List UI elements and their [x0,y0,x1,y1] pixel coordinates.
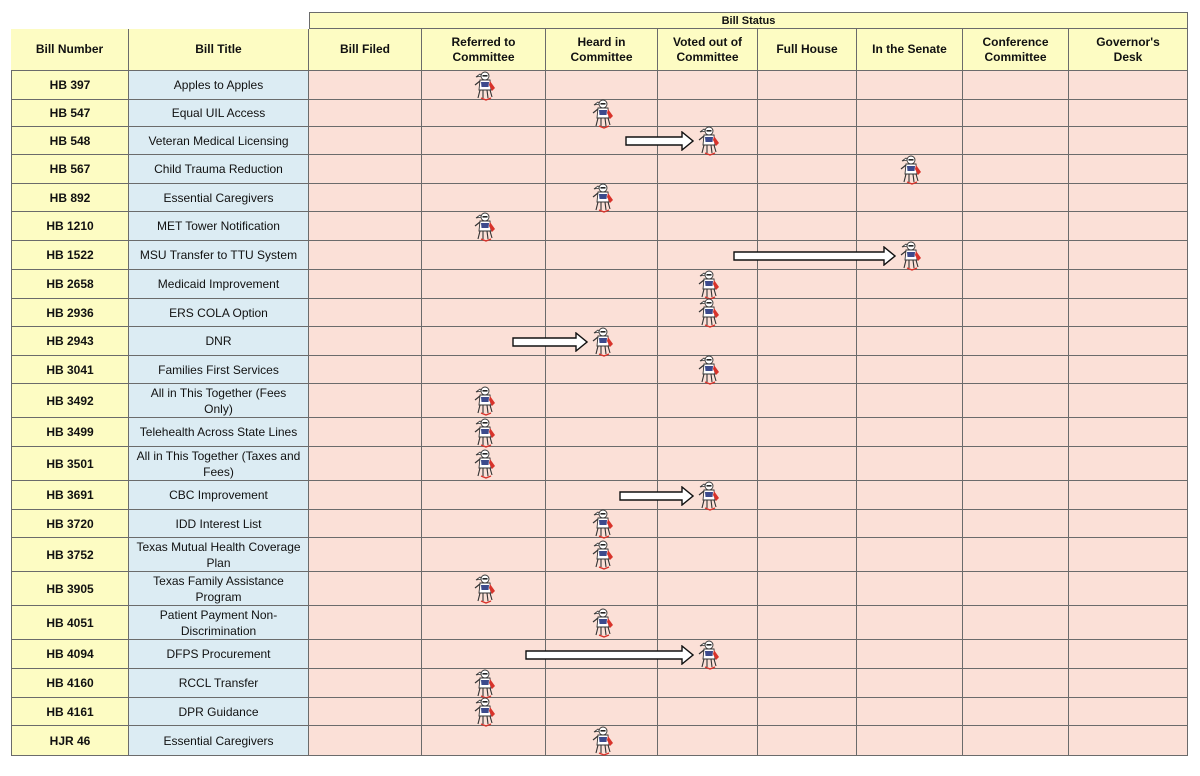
status-cell-governors-desk [1069,270,1188,299]
column-header-heard-in-committee [546,29,658,71]
column-header-label: Bill Title [195,42,242,56]
status-cell-conference-committee [963,241,1069,270]
status-cell-heard-in-committee [546,356,658,384]
status-cell-conference-committee [963,510,1069,538]
status-cell-full-house [758,726,857,756]
status-cell-conference-committee [963,418,1069,447]
status-cell-heard-in-committee [546,71,658,100]
status-cell-governors-desk [1069,384,1188,418]
status-cell-voted-out-of-committee [658,698,758,726]
status-cell-full-house [758,384,857,418]
status-cell-governors-desk [1069,510,1188,538]
status-cell-referred-to-committee [422,127,546,155]
column-header-bill-title [129,29,309,71]
bill-number-cell: HB 1210 [11,212,129,241]
column-header-label: Voted out of Committee [672,34,743,64]
arrow-right-icon [619,486,694,506]
status-cell-conference-committee [963,212,1069,241]
arrow-right-icon [733,246,896,266]
status-cell-referred-to-committee [422,100,546,127]
mascot-icon [472,417,496,449]
status-cell-bill-filed [309,71,422,100]
status-cell-referred-to-committee [422,270,546,299]
mascot-icon [590,98,614,130]
status-cell-in-the-senate [857,212,963,241]
status-cell-full-house [758,640,857,669]
status-cell-in-the-senate [857,299,963,327]
mascot-icon [472,448,496,480]
mascot-icon [472,668,496,700]
column-header-bill-filed [309,29,422,71]
mascot-icon [696,297,720,329]
bill-number-cell: HB 3720 [11,510,129,538]
status-cell-bill-filed [309,127,422,155]
bill-title-cell: Patient Payment Non-Discrimination [129,606,309,640]
mascot-icon [898,240,922,272]
arrow-right-icon [625,131,694,151]
status-cell-conference-committee [963,669,1069,698]
status-cell-heard-in-committee [546,698,658,726]
status-cell-bill-filed [309,184,422,212]
status-cell-referred-to-committee [422,510,546,538]
status-cell-conference-committee [963,184,1069,212]
status-cell-governors-desk [1069,418,1188,447]
status-cell-full-house [758,669,857,698]
status-cell-voted-out-of-committee [658,327,758,356]
bill-title-cell: CBC Improvement [129,481,309,510]
status-cell-governors-desk [1069,606,1188,640]
status-cell-referred-to-committee [422,155,546,184]
bill-number-cell: HB 3752 [11,538,129,572]
mascot-icon [472,70,496,102]
status-cell-conference-committee [963,726,1069,756]
status-cell-referred-to-committee [422,184,546,212]
status-cell-full-house [758,510,857,538]
status-cell-governors-desk [1069,640,1188,669]
status-cell-full-house [758,606,857,640]
status-cell-heard-in-committee [546,384,658,418]
bill-number-cell: HB 3905 [11,572,129,606]
status-cell-full-house [758,698,857,726]
column-header-label: In the Senate [872,42,947,56]
status-cell-voted-out-of-committee [658,155,758,184]
status-cell-conference-committee [963,698,1069,726]
arrow-right-icon [512,332,588,352]
bill-title-cell: Child Trauma Reduction [129,155,309,184]
status-cell-voted-out-of-committee [658,418,758,447]
status-cell-conference-committee [963,538,1069,572]
status-cell-governors-desk [1069,538,1188,572]
bill-number-cell: HB 4094 [11,640,129,669]
status-cell-referred-to-committee [422,538,546,572]
mascot-icon [696,480,720,512]
status-cell-full-house [758,71,857,100]
status-cell-in-the-senate [857,510,963,538]
status-cell-referred-to-committee [422,606,546,640]
status-cell-in-the-senate [857,327,963,356]
status-cell-full-house [758,418,857,447]
bill-number-cell: HB 4160 [11,669,129,698]
status-cell-voted-out-of-committee [658,100,758,127]
status-cell-heard-in-committee [546,418,658,447]
bill-number-cell: HB 3499 [11,418,129,447]
status-cell-governors-desk [1069,698,1188,726]
status-cell-bill-filed [309,212,422,241]
status-cell-full-house [758,538,857,572]
status-cell-voted-out-of-committee [658,71,758,100]
bill-number-cell: HB 2936 [11,299,129,327]
status-cell-conference-committee [963,356,1069,384]
status-cell-bill-filed [309,299,422,327]
status-cell-conference-committee [963,155,1069,184]
status-cell-full-house [758,299,857,327]
mascot-icon [696,125,720,157]
column-header-label: Referred to Committee [451,34,516,64]
status-cell-in-the-senate [857,447,963,481]
bill-status-banner: Bill Status [309,12,1188,29]
status-cell-in-the-senate [857,384,963,418]
status-cell-bill-filed [309,241,422,270]
bill-title-cell: Essential Caregivers [129,726,309,756]
status-cell-governors-desk [1069,356,1188,384]
status-cell-conference-committee [963,299,1069,327]
status-cell-governors-desk [1069,127,1188,155]
bill-number-cell: HB 548 [11,127,129,155]
status-cell-in-the-senate [857,356,963,384]
mascot-icon [898,154,922,186]
status-cell-in-the-senate [857,100,963,127]
column-header-label: Conference Committee [982,34,1049,64]
status-cell-voted-out-of-committee [658,212,758,241]
bill-number-cell: HB 547 [11,100,129,127]
status-cell-voted-out-of-committee [658,726,758,756]
status-cell-bill-filed [309,418,422,447]
status-cell-bill-filed [309,356,422,384]
status-cell-in-the-senate [857,698,963,726]
bill-number-cell: HB 397 [11,71,129,100]
status-cell-conference-committee [963,270,1069,299]
column-header-conference-committee [963,29,1069,71]
bill-title-cell: Medicaid Improvement [129,270,309,299]
status-cell-governors-desk [1069,327,1188,356]
status-cell-in-the-senate [857,538,963,572]
status-cell-governors-desk [1069,241,1188,270]
bill-title-cell: Equal UIL Access [129,100,309,127]
status-cell-bill-filed [309,726,422,756]
bill-title-cell: Veteran Medical Licensing [129,127,309,155]
status-cell-full-house [758,184,857,212]
status-cell-in-the-senate [857,184,963,212]
status-cell-conference-committee [963,384,1069,418]
mascot-icon [696,639,720,671]
bill-number-cell: HB 567 [11,155,129,184]
status-cell-governors-desk [1069,299,1188,327]
mascot-icon [590,326,614,358]
status-cell-conference-committee [963,640,1069,669]
column-header-bill-number [11,29,129,71]
status-cell-conference-committee [963,481,1069,510]
status-cell-conference-committee [963,100,1069,127]
bill-title-cell: DFPS Procurement [129,640,309,669]
status-cell-full-house [758,572,857,606]
status-cell-heard-in-committee [546,447,658,481]
status-cell-in-the-senate [857,127,963,155]
mascot-icon [696,269,720,301]
status-cell-bill-filed [309,481,422,510]
status-cell-conference-committee [963,71,1069,100]
mascot-icon [472,573,496,605]
status-cell-full-house [758,481,857,510]
status-cell-voted-out-of-committee [658,447,758,481]
status-cell-full-house [758,155,857,184]
bill-number-cell: HB 892 [11,184,129,212]
bill-number-cell: HB 3041 [11,356,129,384]
mascot-icon [590,539,614,571]
bill-title-cell: Families First Services [129,356,309,384]
bill-title-cell: DPR Guidance [129,698,309,726]
bill-title-cell: MSU Transfer to TTU System [129,241,309,270]
status-cell-in-the-senate [857,669,963,698]
status-cell-governors-desk [1069,726,1188,756]
bill-number-cell: HB 2943 [11,327,129,356]
status-cell-bill-filed [309,669,422,698]
status-cell-in-the-senate [857,640,963,669]
column-header-label: Bill Number [35,42,104,56]
status-cell-referred-to-committee [422,481,546,510]
status-cell-heard-in-committee [546,155,658,184]
bill-number-cell: HB 2658 [11,270,129,299]
status-cell-bill-filed [309,447,422,481]
status-cell-heard-in-committee [546,669,658,698]
status-cell-full-house [758,447,857,481]
status-cell-conference-committee [963,127,1069,155]
bill-title-cell: Apples to Apples [129,71,309,100]
bill-title-cell: MET Tower Notification [129,212,309,241]
bill-number-cell: HB 4161 [11,698,129,726]
status-cell-governors-desk [1069,481,1188,510]
status-cell-bill-filed [309,606,422,640]
column-header-referred-to-committee [422,29,546,71]
status-cell-bill-filed [309,270,422,299]
mascot-icon [696,354,720,386]
bill-title-cell: Texas Family Assistance Program [129,572,309,606]
status-cell-referred-to-committee [422,726,546,756]
status-cell-bill-filed [309,510,422,538]
bill-title-cell: All in This Together (Taxes and Fees) [129,447,309,481]
status-cell-governors-desk [1069,572,1188,606]
status-cell-bill-filed [309,100,422,127]
status-cell-governors-desk [1069,212,1188,241]
status-cell-governors-desk [1069,669,1188,698]
mascot-icon [590,182,614,214]
column-header-label: Bill Filed [339,42,390,56]
status-cell-bill-filed [309,572,422,606]
status-cell-heard-in-committee [546,241,658,270]
status-cell-in-the-senate [857,606,963,640]
status-cell-heard-in-committee [546,270,658,299]
status-cell-voted-out-of-committee [658,538,758,572]
status-cell-bill-filed [309,327,422,356]
status-cell-in-the-senate [857,572,963,606]
bill-number-cell: HB 3501 [11,447,129,481]
status-cell-governors-desk [1069,100,1188,127]
mascot-icon [590,607,614,639]
bill-title-cell: Essential Caregivers [129,184,309,212]
status-cell-voted-out-of-committee [658,184,758,212]
status-cell-governors-desk [1069,155,1188,184]
column-header-label: Governor's Desk [1096,34,1160,64]
status-cell-full-house [758,356,857,384]
bill-title-cell: Texas Mutual Health Coverage Plan [129,538,309,572]
status-cell-full-house [758,212,857,241]
status-cell-conference-committee [963,447,1069,481]
column-header-in-the-senate [857,29,963,71]
mascot-icon [472,385,496,417]
status-cell-voted-out-of-committee [658,384,758,418]
status-cell-voted-out-of-committee [658,510,758,538]
status-cell-referred-to-committee [422,356,546,384]
mascot-icon [472,211,496,243]
status-cell-full-house [758,327,857,356]
arrow-right-icon [525,645,694,665]
status-cell-bill-filed [309,640,422,669]
status-cell-referred-to-committee [422,299,546,327]
status-cell-referred-to-committee [422,241,546,270]
status-cell-full-house [758,270,857,299]
status-cell-in-the-senate [857,71,963,100]
bill-title-cell: All in This Together (Fees Only) [129,384,309,418]
bill-title-cell: IDD Interest List [129,510,309,538]
status-cell-voted-out-of-committee [658,606,758,640]
column-header-voted-out-of-committee [658,29,758,71]
bill-number-cell: HB 3492 [11,384,129,418]
status-cell-governors-desk [1069,71,1188,100]
bill-number-cell: HB 1522 [11,241,129,270]
status-cell-heard-in-committee [546,212,658,241]
status-cell-bill-filed [309,155,422,184]
column-header-label: Heard in Committee [570,34,633,64]
status-cell-conference-committee [963,606,1069,640]
mascot-icon [590,725,614,757]
status-cell-bill-filed [309,698,422,726]
status-cell-conference-committee [963,327,1069,356]
bill-number-cell: HB 4051 [11,606,129,640]
column-header-governors-desk [1069,29,1188,71]
bill-number-cell: HJR 46 [11,726,129,756]
bill-title-cell: ERS COLA Option [129,299,309,327]
status-cell-bill-filed [309,538,422,572]
status-cell-in-the-senate [857,481,963,510]
status-cell-in-the-senate [857,418,963,447]
status-cell-in-the-senate [857,726,963,756]
bill-title-cell: RCCL Transfer [129,669,309,698]
column-header-full-house [758,29,857,71]
status-cell-in-the-senate [857,270,963,299]
bill-number-cell: HB 3691 [11,481,129,510]
bill-title-cell: Telehealth Across State Lines [129,418,309,447]
status-cell-conference-committee [963,572,1069,606]
status-cell-voted-out-of-committee [658,669,758,698]
status-cell-heard-in-committee [546,299,658,327]
mascot-icon [590,508,614,540]
column-header-label: Full House [776,42,838,56]
bill-title-cell: DNR [129,327,309,356]
status-cell-heard-in-committee [546,572,658,606]
status-cell-voted-out-of-committee [658,572,758,606]
status-cell-full-house [758,127,857,155]
status-cell-full-house [758,100,857,127]
mascot-icon [472,696,496,728]
status-cell-bill-filed [309,384,422,418]
status-cell-governors-desk [1069,447,1188,481]
status-cell-governors-desk [1069,184,1188,212]
